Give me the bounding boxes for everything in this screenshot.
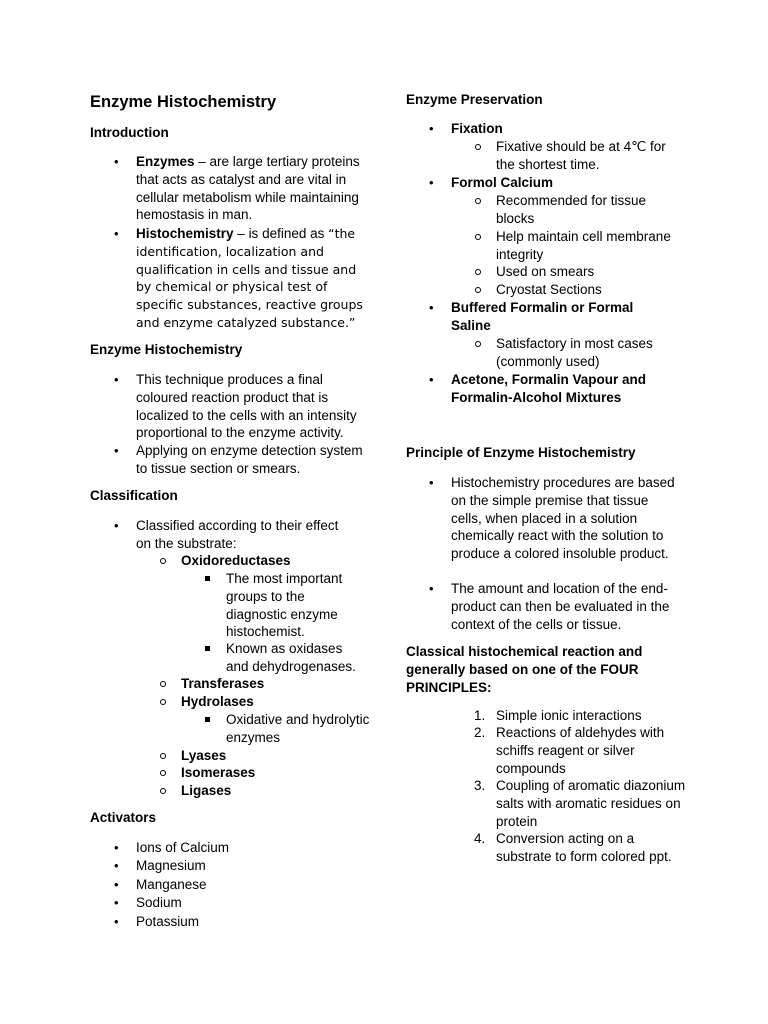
bullet-icon: • <box>429 372 434 387</box>
circle-bullet-icon <box>475 287 481 293</box>
buffered-formalin-detail: Satisfactory in most cases (commonly used) <box>496 336 653 369</box>
activator-item: Ions of Calcium <box>136 840 230 855</box>
circle-bullet-icon <box>160 699 166 705</box>
formol-calcium-detail: Recommended for tissue blocks <box>496 193 647 226</box>
intro-item-enzymes <box>136 153 370 224</box>
principle-list-item: Conversion acting on a substrate to form colored ppt. <box>496 831 672 864</box>
page-title: Enzyme Histochemistry <box>90 93 277 111</box>
class-isomerases: Isomerases <box>181 765 256 780</box>
dash: – <box>194 154 210 169</box>
class-oxidoreductases: Oxidoreductases <box>181 553 291 568</box>
circle-bullet-icon <box>475 234 481 240</box>
classification-heading: Classification <box>90 488 178 503</box>
principle-item: The amount and location of the end-product can then be evaluated in the context of the cells or tissue. <box>451 581 670 632</box>
bullet-icon: • <box>429 175 434 190</box>
square-bullet-icon <box>205 576 210 581</box>
square-bullet-icon <box>205 646 210 651</box>
activator-item: Magnesium <box>136 858 206 873</box>
bullet-icon: • <box>429 121 434 136</box>
circle-bullet-icon <box>475 269 481 275</box>
intro-item-histochemistry <box>136 225 370 332</box>
bullet-icon: • <box>114 443 119 458</box>
eh-heading: Enzyme Histochemistry <box>90 342 243 357</box>
activators-heading: Activators <box>90 810 157 825</box>
bullet-icon: • <box>429 300 434 315</box>
definition-quote: “the identification, localization and qualification in cells and tissue and by chemical or physical test of specific substances, reactive groups and enzyme catalyzed substance.” <box>136 226 363 330</box>
principle-list-item: Reactions of aldehydes with schiffs reagent or silver compounds <box>496 725 665 776</box>
term-enzymes: Enzymes <box>136 154 195 169</box>
principle-list-item: Simple ionic interactions <box>496 708 642 723</box>
list-number: 4. <box>474 831 486 846</box>
class-transferases: Transferases <box>181 676 265 691</box>
circle-bullet-icon <box>475 144 481 150</box>
circle-bullet-icon <box>160 558 166 564</box>
bullet-icon: • <box>114 914 119 929</box>
formol-calcium-detail: Used on smears <box>496 264 595 279</box>
class-hydrolases: Hydrolases <box>181 694 254 709</box>
circle-bullet-icon <box>475 341 481 347</box>
preservation-formol-calcium: Formol Calcium <box>451 175 554 190</box>
eh-item: Applying on enzyme detection system to tissue section or smears. <box>136 443 363 476</box>
oxidoreductases-detail: The most important groups to the diagnostic enzyme histochemist. <box>226 571 343 640</box>
preservation-fixation: Fixation <box>451 121 503 136</box>
bullet-icon: • <box>114 895 119 910</box>
list-number: 2. <box>474 725 486 740</box>
hydrolases-detail: Oxidative and hydrolytic enzymes <box>226 712 370 745</box>
bullet-icon: • <box>114 858 119 873</box>
bullet-icon: • <box>114 518 119 533</box>
dash: – <box>233 226 249 241</box>
list-number: 1. <box>474 708 486 723</box>
principle-list-item: Coupling of aromatic diazonium salts with aromatic residues on protein <box>496 778 686 829</box>
circle-bullet-icon <box>475 198 481 204</box>
list-number: 3. <box>474 778 486 793</box>
bullet-icon: • <box>429 581 434 596</box>
principle-heading: Principle of Enzyme Histochemistry <box>406 445 636 460</box>
preservation-buffered-formalin: Buffered Formalin or Formal Saline <box>451 300 634 333</box>
oxidoreductases-detail: Known as oxidases and dehydrogenases. <box>226 641 356 674</box>
bullet-icon: • <box>429 475 434 490</box>
class-ligases: Ligases <box>181 783 232 798</box>
activator-item: Manganese <box>136 877 207 892</box>
fixation-detail: Fixative should be at 4℃ for the shortest time. <box>496 139 666 172</box>
square-bullet-icon <box>205 717 210 722</box>
intro-heading: Introduction <box>90 125 169 140</box>
principle-item: Histochemistry procedures are based on the simple premise that tissue cells, when placed in a solution chemically react with the solution to produce a colored insoluble product. <box>451 475 675 562</box>
circle-bullet-icon <box>160 753 166 759</box>
term-histochemistry: Histochemistry <box>136 226 234 241</box>
definition-enzymes: are large tertiary proteins that acts as catalyst and are vital in cellular metabolism while maintaining hemostasis in man. <box>136 154 360 223</box>
activator-item: Potassium <box>136 914 200 929</box>
activator-item: Sodium <box>136 895 182 910</box>
bullet-icon: • <box>114 877 119 892</box>
preservation-heading: Enzyme Preservation <box>406 92 543 107</box>
class-lyases: Lyases <box>181 748 227 763</box>
eh-item: This technique produces a final coloured reaction product that is localized to the cells with an intensity proportional to the enzyme activity. <box>136 372 357 441</box>
preservation-acetone: Acetone, Formalin Vapour and Formalin-Alcohol Mixtures <box>451 372 647 405</box>
formol-calcium-detail: Help maintain cell membrane integrity <box>496 229 671 262</box>
circle-bullet-icon <box>160 770 166 776</box>
bullet-icon: • <box>114 154 119 169</box>
circle-bullet-icon <box>160 681 166 687</box>
formol-calcium-detail: Cryostat Sections <box>496 282 602 297</box>
bullet-icon: • <box>114 372 119 387</box>
classical-heading: Classical histochemical reaction and generally based on one of the FOUR PRINCIPLES: <box>406 644 643 695</box>
definition-prefix: is defined as <box>248 226 329 241</box>
circle-bullet-icon <box>160 788 166 794</box>
bullet-icon: • <box>114 840 119 855</box>
classification-intro: Classified according to their effect on the substrate: <box>136 518 339 551</box>
bullet-icon: • <box>114 226 119 241</box>
